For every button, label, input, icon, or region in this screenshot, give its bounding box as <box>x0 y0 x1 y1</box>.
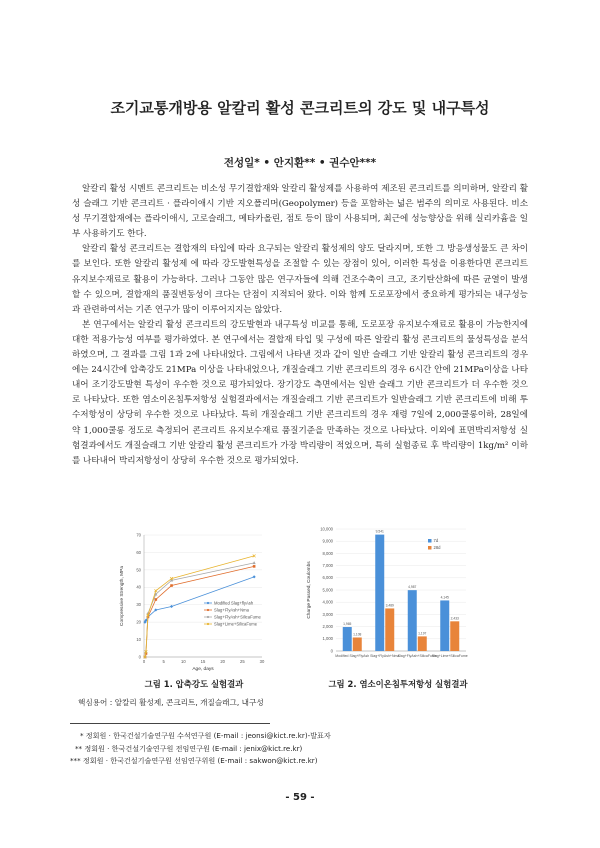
bar-data-label: 4,145 <box>440 595 449 600</box>
bar <box>408 590 417 651</box>
paragraph-1: 알칼리 활성 시멘트 콘크리트는 비소성 무기결합재와 알칼리 활성제를 사용하여 제조된 콘크리트를 의미하며, 알칼리 활성 슬래그 기반 콘크리트 · 플라이애시 기반 지오폴리머(Geopolymer) 등을 포함하는 넓은 범주의 의미로 사용된다. 비소성 무기결합재에는 플라이애시, 고로슬래그, 메타카올린, 점토 등이 많이 사용되며, 최근에 성능향상을 위해 실리카흄을 일부 사용하기도 한다. <box>72 184 528 240</box>
x-axis-label: Age, days <box>192 667 214 671</box>
bar-data-label: 2,433 <box>450 616 459 621</box>
data-point <box>253 561 256 564</box>
y-tick-label: 7,000 <box>322 563 333 568</box>
bar <box>353 637 362 651</box>
bar <box>450 621 459 651</box>
x-tick-label: 0 <box>142 659 146 664</box>
y-tick-label: 0 <box>138 654 141 660</box>
legend-swatch <box>428 546 432 550</box>
legend-marker <box>207 623 209 625</box>
y-tick-label: 10,000 <box>320 526 333 532</box>
figure-2-caption: 그림 2. 염소이온침투저항성 실험결과 <box>328 679 468 689</box>
x-tick-label: 30 <box>259 659 265 664</box>
y-tick-label: 50 <box>136 567 141 573</box>
footnote-divider <box>70 723 270 724</box>
x-tick-label: Slag+Lime+SilicaFume <box>431 654 468 658</box>
legend-swatch <box>428 539 432 543</box>
legend-label: Modified Slag+flyAsh <box>214 600 254 606</box>
data-point <box>170 584 173 587</box>
y-tick-label: 5,000 <box>322 587 333 593</box>
footnotes <box>70 730 331 768</box>
figure-2-chart <box>300 523 472 671</box>
data-point <box>155 598 158 601</box>
author-list: 전성일* • 안지환** • 권수안*** <box>223 157 377 169</box>
figure-1-caption: 그림 1. 압축강도 실험결과 <box>144 679 244 689</box>
y-tick-label: 8,000 <box>322 550 333 556</box>
legend-label: 7d <box>433 538 439 544</box>
x-tick-label: 15 <box>200 659 206 664</box>
y-axis-label: Charge Passed, Coulombs <box>307 561 312 619</box>
x-tick-label: 25 <box>239 659 245 664</box>
x-tick-label: Slag+FlyAsh+Nma <box>370 654 400 658</box>
x-tick-label: Modified Slag+FlyAsh <box>335 654 370 658</box>
bar-data-label: 1,965 <box>343 622 352 627</box>
y-tick-label: 20 <box>136 619 141 625</box>
bar-data-label: 4,987 <box>408 585 417 590</box>
paper-title: 조기교통개방용 알칼리 활성 콘크리트의 강도 및 내구특성 <box>110 99 490 117</box>
y-axis-label: Compressive Strength, MPa <box>120 566 125 626</box>
data-point <box>253 565 256 568</box>
bar-data-label: 1,197 <box>418 631 427 636</box>
y-tick-label: 6,000 <box>322 575 333 581</box>
legend-marker <box>207 602 209 604</box>
legend-label: Slag+FlyAsh+Nma <box>214 607 249 613</box>
bar-data-label: 3,489 <box>385 603 394 608</box>
bar <box>418 636 427 651</box>
y-tick-label: 70 <box>136 532 141 538</box>
footnote-3: *** 정회원 · 한국건설기술연구원 선임연구위원 (E-mail : sakwon@kict.re.kr) <box>70 756 318 766</box>
footnote-2: ** 정회원 · 한국건설기술연구원 전임연구원 (E-mail : jenix@kict.re.kr) <box>75 743 303 753</box>
y-tick-label: 10 <box>136 636 141 642</box>
page-number: - 59 - <box>285 792 315 803</box>
bar-data-label: 1,108 <box>353 632 362 637</box>
y-tick-label: 9,000 <box>322 538 333 544</box>
y-tick-label: 1,000 <box>322 636 333 642</box>
bar <box>440 600 449 651</box>
legend-label: Slag+FlyAsh+SilicaFume <box>214 614 261 620</box>
y-tick-label: 0 <box>330 648 333 654</box>
bar <box>343 627 352 651</box>
legend-marker <box>207 616 209 618</box>
keywords: 핵심용어 : 알칼리 활성제, 콘크리트, 개질슬래그, 내구성 <box>78 698 264 707</box>
data-point <box>170 605 173 608</box>
y-tick-label: 60 <box>136 549 141 555</box>
x-tick-label: Slag+FlyAsh+SilicaFume <box>397 654 437 658</box>
bar <box>385 608 394 651</box>
footnote-1: * 정회원 · 한국건설기술연구원 수석연구원 (E-mail : jeonsi@kict.re.kr)-발표자 <box>80 731 331 740</box>
y-tick-label: 4,000 <box>322 599 333 605</box>
legend-marker <box>207 609 209 611</box>
x-tick-label: 5 <box>162 659 165 664</box>
x-tick-label: 20 <box>220 659 226 664</box>
legend-label: 28d <box>433 545 441 551</box>
data-point <box>253 575 256 578</box>
y-tick-label: 3,000 <box>322 611 333 617</box>
bar-data-label: 9,541 <box>375 529 384 534</box>
figure-1-chart <box>112 523 274 671</box>
x-tick-label: 10 <box>180 659 186 664</box>
abstract-body <box>72 182 528 469</box>
compressive-strength-chart <box>112 523 274 671</box>
paragraph-3: 본 연구에서는 알칼리 활성 콘크리트의 강도발현과 내구특성 비교를 통해, 도로포장 유지보수재료로 활용이 가능한지에 대한 적용가능성 여부를 평가하였다. 본 연구에서는 결합재 타입 및 구성에 따른 알칼리 활성 콘크리트의 물성특성을 분석하였으며, 그 결과를 그림 1과 2에 나타내었다. 그림에서 나타낸 것과 같이 일반 슬래그 기반 알칼리 활성 콘크리트의 경우에는 24시간에 압축강도 21MPa 이상을 나타내었으나, 개질슬래그 기반 콘크리트의 경우 6시간 안에 21MPa이상을 나타내어 조기강도발현 특성이 우수한 것으로 평가되었다. 장기강도 측면에서는 일반 슬래그 기반 콘크리트가 더 우수한 것으로 나타났다. 또한 염소이온침투저항성 실험결과에서는 개질슬래그 기반 콘크리트가 일반슬래그 기반 콘크리트에 비해 투수저항성이 상당히 우수한 것으로 나타났다. 특히 개질슬래그 기반 콘크리트의 경우 재령 7일에 2,000쿨롱이하, 28일에 약 1,000쿨롱 정도로 측정되어 콘크리트 유지보수재료 품질기준을 만족하는 것으로 나타났다. 이외에 표면박리저항성 실험결과에서도 개질슬래그 기반 알칼리 활성 콘크리트가 가장 박리량이 적었으며, 특히 실험종료 후 박리량이 1kg/m² 이하를 나타내어 박리저항성이 상당히 우수한 것으로 평가되었다. <box>72 319 528 466</box>
legend-label: Slag+Lime+SilicaFume <box>214 621 258 627</box>
y-tick-label: 2,000 <box>322 624 333 629</box>
chloride-penetration-chart <box>300 523 472 671</box>
y-tick-label: 30 <box>136 602 141 608</box>
bar <box>375 535 384 651</box>
paragraph-2: 알칼리 활성 콘크리트는 결합재의 타입에 따라 요구되는 알칼리 활성제의 양도 달라지며, 또한 그 방응생성물도 큰 차이를 보인다. 또한 알칼리 활성제 에 따라 강도발현특성을 조절할 수 있는 장점이 있어, 이러한 특성을 이용한다면 콘크리트 유지보수재료로 활용이 가능하다. 그러나 그동안 많은 연구자들에 의해 건조수축이 크고, 조기탄산화에 따른 균열이 발생할 수 있으며, 결합재의 품질변동성이 크다는 단점이 지적되어 왔다. 이와 함께 도로포장에서 중요하게 평가되는 내구성능과 관련하여서는 기존 연구가 많이 이루어지지는 않았다. <box>72 244 528 315</box>
y-tick-label: 40 <box>136 584 141 590</box>
